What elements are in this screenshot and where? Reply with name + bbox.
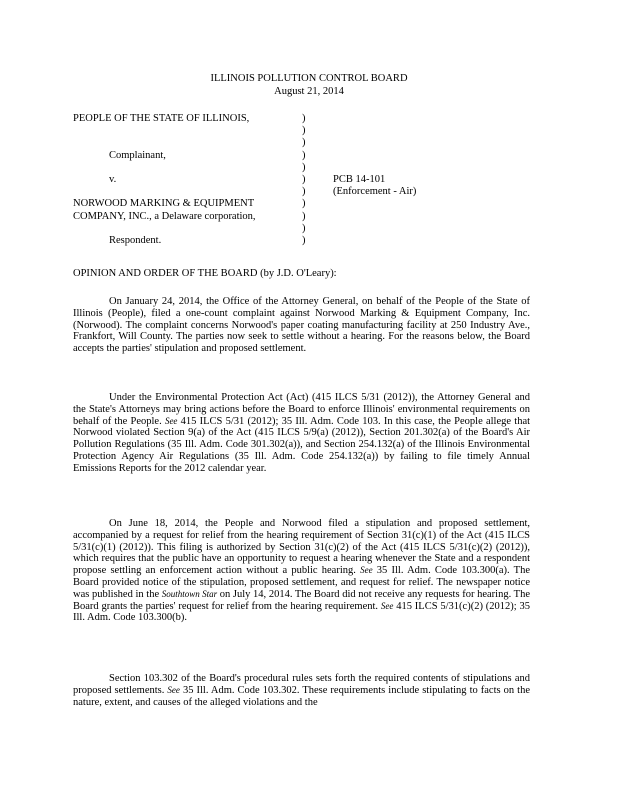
see-signal: See xyxy=(360,565,373,576)
paragraph-4 xyxy=(73,673,530,708)
paragraph-3-text-a: On June 18, 2014, the People and Norwood filed a stipulation and proposed settlement, accompanied by a request for relief from the hearing requirement of Section 31(c)(1) of the Act (415 ILCS 5/31(c)(1) (2012)). This filing is authorized by Section 31(c)(2) of the Act (415 ILCS 5/31(c)(2) (2012)), which requires that the public have an opportunity to request a hearing whenever the State and a respondent propose settling an enforcement action without a public hearing. xyxy=(73,518,530,577)
case-number: PCB 14-101 xyxy=(333,173,386,185)
caption-paren: ) xyxy=(302,125,306,137)
caption-paren: ) xyxy=(302,210,306,222)
newspaper-name: Southtown Star xyxy=(161,588,218,599)
paragraph-4-text-b: 35 Ill. Adm. Code 103.302. These requirements include stipulating to facts on the nature, extent, and causes of the alleged violations and the xyxy=(73,684,530,708)
paragraph-2 xyxy=(73,392,530,475)
caption-paren: ) xyxy=(302,222,306,234)
opinion-title: OPINION AND ORDER OF THE BOARD (by J.D. O'Leary): xyxy=(73,268,337,279)
caption-case-info xyxy=(333,113,533,198)
caption-paren: ) xyxy=(302,173,306,185)
case-type: (Enforcement - Air) xyxy=(333,186,417,198)
respondent-label: Respondent. xyxy=(109,234,162,246)
caption-paren: ) xyxy=(302,186,306,198)
paragraph-2-text-a: Under the Environmental Protection Act (Act) (415 ILCS 5/31 (2012)), the Attorney General and the State's Attorneys may bring actions before the Board to enforce Illinois' environmental requirements on behalf of the People. xyxy=(73,392,530,427)
caption-paren: ) xyxy=(302,137,306,149)
paragraph-3 xyxy=(73,518,530,624)
paragraph-2-text-b: 415 ILCS 5/31 (2012); 35 Ill. Adm. Code 103. In this case, the People allege that Norwood violated Section 9(a) of the Act (415 ILCS 5/9(a) (2012)), Section 201.302(a) of the Board's Air Pollution Regulations (35 Ill. Adm. Code 301.302(a)), and Section 254.132(a) of the Illinois Environmental Protection Agency Air Regulations (35 Ill. Adm. Code 254.132(a)) by failing to file timely Annual Emissions Reports for the 2012 calendar year. xyxy=(73,415,531,474)
see-signal: See xyxy=(164,415,178,426)
caption-paren-column xyxy=(302,113,312,247)
order-date: August 21, 2014 xyxy=(274,86,344,97)
caption-paren: ) xyxy=(302,113,306,124)
versus-label: v. xyxy=(109,173,117,185)
see-signal: See xyxy=(380,600,394,611)
see-signal: See xyxy=(167,684,180,695)
complainant-name: PEOPLE OF THE STATE OF ILLINOIS, xyxy=(73,113,250,124)
caption-paren: ) xyxy=(302,161,306,173)
respondent-name-line-1: NORWOOD MARKING & EQUIPMENT xyxy=(73,198,255,210)
paragraph-3-text-d: 415 ILCS 5/31(c)(2) (2012); 35 Ill. Adm. Code 103.300(b). xyxy=(73,600,530,624)
caption-paren: ) xyxy=(302,198,306,210)
caption-paren: ) xyxy=(302,149,306,161)
respondent-name-line-2: COMPANY, INC., a Delaware corporation, xyxy=(73,210,256,222)
paragraph-1: On January 24, 2014, the Office of the Attorney General, on behalf of the People of the State of Illinois (People), filed a one-count complaint against Norwood Marking & Equipment Company, Inc. (Norwood). The complaint concerns Norwood's paper coating manufacturing facility at 250 Industry Ave., Frankfort, Will County. The parties now seek to settle without a hearing. For the reasons below, the Board accepts the parties' stipulation and proposed settlement. xyxy=(73,296,530,355)
paragraph-4-text-a: Section 103.302 of the Board's procedural rules sets forth the required contents of stipulations and proposed settlements. xyxy=(73,673,530,696)
paragraph-3-text-c: on July 14, 2014. The Board did not receive any requests for hearing. The Board grants the parties' request for relief from the hearing requirement. xyxy=(73,588,530,612)
complainant-label: Complainant, xyxy=(109,149,166,161)
caption-parties xyxy=(73,113,301,247)
paragraph-3-text-b: 35 Ill. Adm. Code 103.300(a). The Board provided notice of the stipulation, proposed settlement, and request for relief. The newspaper notice was published in the xyxy=(73,565,530,600)
caption-paren: ) xyxy=(302,234,306,246)
board-name: ILLINOIS POLLUTION CONTROL BOARD xyxy=(210,73,408,84)
